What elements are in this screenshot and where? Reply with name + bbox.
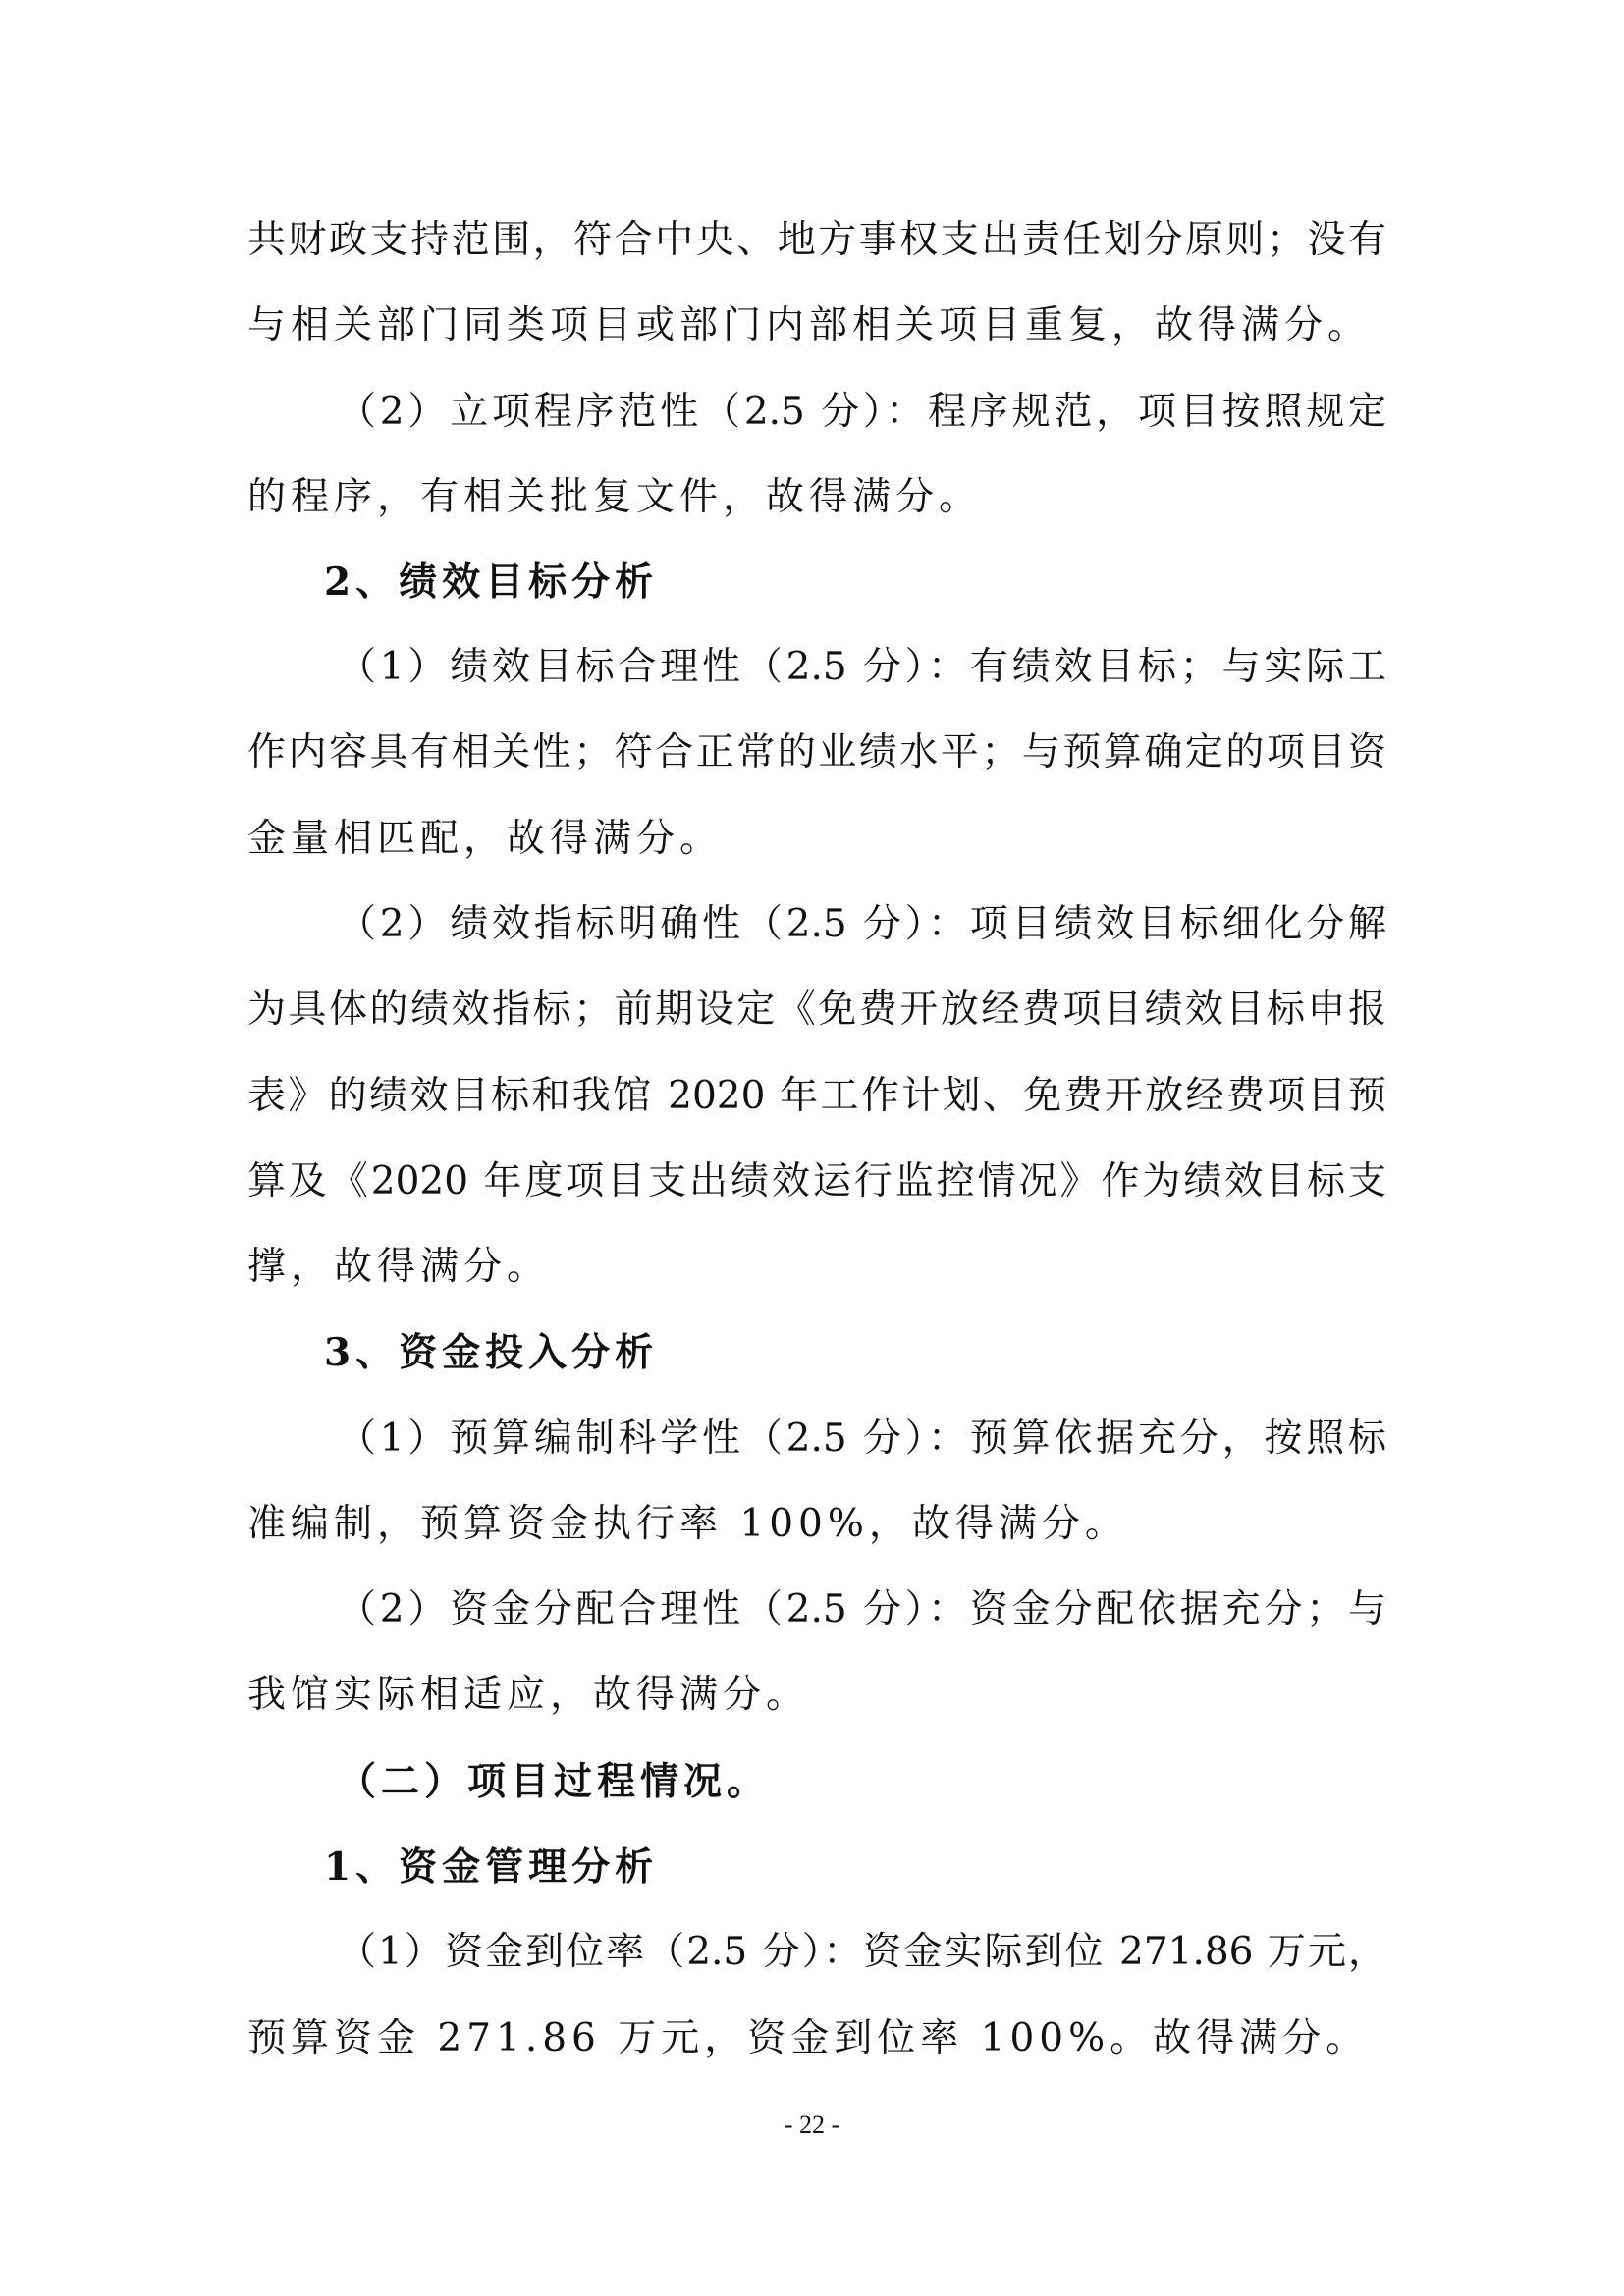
body-text-line: 与相关部门同类项目或部门内部相关项目重复，故得满分。: [247, 303, 1372, 347]
body-text-line: 我馆实际相适应，故得满分。: [247, 1673, 810, 1717]
page-number: - 22 -: [784, 2110, 840, 2139]
body-text-line: 预算资金 271.86 万元，资金到位率 100%。故得满分。: [247, 2016, 1370, 2060]
body-text-line: 为具体的绩效指标；前期设定《免费开放经费项目绩效目标申报: [247, 988, 1386, 1032]
body-text-line: 金量相匹配，故得满分。: [247, 817, 724, 861]
body-text-line: 撑，故得满分。: [247, 1245, 551, 1289]
body-text-line: 共财政支持范围，符合中央、地方事权支出责任划分原则；没有: [247, 218, 1386, 262]
section-heading: （二）项目过程情况。: [338, 1759, 771, 1804]
body-text-line: （1）绩效目标合理性（2.5 分）：有绩效目标；与实际工: [338, 645, 1386, 689]
body-text-line: 准编制，预算资金执行率 100%，故得满分。: [247, 1502, 1128, 1546]
section-heading: 3、资金投入分析: [324, 1330, 659, 1375]
body-text-line: 作内容具有相关性；符合正常的业绩水平；与预算确定的项目资: [247, 730, 1386, 774]
body-text-line: 算及《2020 年度项目支出绩效运行监控情况》作为绩效目标支: [247, 1159, 1386, 1203]
body-text-line: （1）预算编制科学性（2.5 分）：预算依据充分，按照标: [338, 1416, 1386, 1461]
body-text-line: 表》的绩效目标和我馆 2020 年工作计划、免费开放经费项目预: [247, 1074, 1386, 1118]
body-text-line: 的程序，有相关批复文件，故得满分。: [247, 475, 983, 519]
body-text-line: （1）资金到位率（2.5 分）：资金实际到位 271.86 万元，: [338, 1930, 1386, 1974]
section-heading: 2、绩效目标分析: [324, 560, 659, 605]
body-text-line: （2）资金分配合理性（2.5 分）：资金分配依据充分；与: [338, 1587, 1386, 1631]
body-text-line: （2）绩效指标明确性（2.5 分）：项目绩效目标细化分解: [338, 902, 1386, 946]
body-text-line: （2）立项程序范性（2.5 分）：程序规范，项目按照规定: [338, 390, 1386, 434]
section-heading: 1、资金管理分析: [324, 1844, 659, 1890]
